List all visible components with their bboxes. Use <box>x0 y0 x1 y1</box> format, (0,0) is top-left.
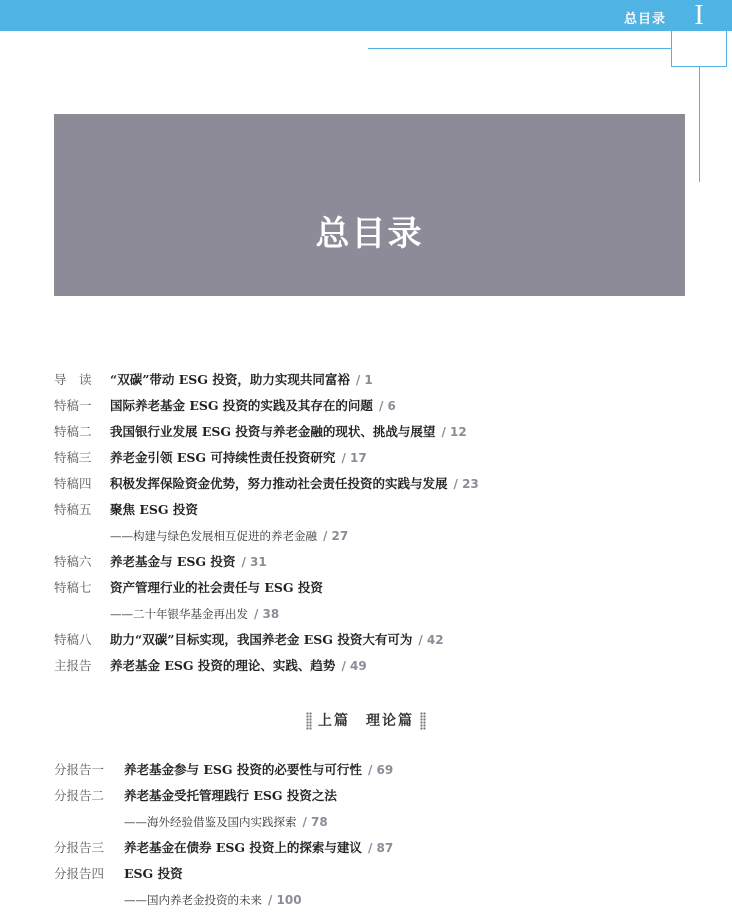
toc-entry-page: / 69 <box>367 763 394 777</box>
toc-entry-title: 国际养老基金 ESG 投资的实践及其存在的问题 / 6 <box>110 398 396 413</box>
side-rule <box>699 67 700 182</box>
toc-entry-title: 养老基金参与 ESG 投资的必要性与可行性 / 69 <box>124 762 394 777</box>
part-heading <box>0 710 732 730</box>
toc-entry-page: / 27 <box>323 529 349 543</box>
toc-entry-label: 分报告二 <box>54 788 105 803</box>
toc-entry-label: 特稿七 <box>54 580 92 595</box>
toc-entry-page: / 78 <box>302 815 328 829</box>
toc-entry-label: 特稿六 <box>54 554 92 569</box>
toc-entry-label: 分报告三 <box>54 840 105 855</box>
toc-entry-page: / 17 <box>341 451 367 465</box>
toc-entry-page: / 49 <box>341 659 367 673</box>
toc-entry-title: 养老基金与 ESG 投资 / 31 <box>110 554 267 569</box>
toc-entry-label: 分报告一 <box>54 762 105 777</box>
toc-entry-page: / 1 <box>355 373 373 387</box>
toc-entry-title: 养老基金受托管理践行 ESG 投资之法 <box>124 788 337 803</box>
ornament-icon <box>420 712 426 730</box>
toc-entry-label: 特稿八 <box>54 632 92 647</box>
toc-entry-title: 养老基金 ESG 投资的理论、实践、趋势 / 49 <box>110 658 367 673</box>
toc-entry-title: 积极发挥保险资金优势，努力推动社会责任投资的实践与发展 / 23 <box>110 476 479 491</box>
toc-entry-title: “双碳”带动 ESG 投资，助力实现共同富裕 / 1 <box>110 372 373 387</box>
toc-entry-title: 养老金引领 ESG 可持续性责任投资研究 / 17 <box>110 450 367 465</box>
toc-entry-label: 分报告四 <box>54 866 105 881</box>
toc-entry-title: 我国银行业发展 ESG 投资与养老金融的现状、挑战与展望 / 12 <box>110 424 467 439</box>
page-number: I <box>672 0 726 31</box>
toc-entry-title: 资产管理行业的社会责任与 ESG 投资 <box>110 580 323 595</box>
toc-entry-subtitle-text: ——二十年银华基金再出发 / 38 <box>110 607 280 621</box>
toc-entry-label: 特稿四 <box>54 476 92 491</box>
toc-entry-title: 助力“双碳”目标实现，我国养老金 ESG 投资大有可为 / 42 <box>110 632 444 647</box>
toc-entry-subtitle-text: ——构建与绿色发展相互促进的养老金融 / 27 <box>110 529 349 543</box>
header-rule <box>368 48 671 49</box>
toc-entry-page: / 100 <box>268 893 302 907</box>
toc-entry-page: / 38 <box>254 607 280 621</box>
section-label: 总目录 <box>623 12 666 27</box>
toc-entry-page: / 87 <box>367 841 394 855</box>
toc-entry-label: 导 读 <box>54 372 92 387</box>
page-number-tab <box>671 0 727 67</box>
toc-entry-label: 特稿二 <box>54 424 92 439</box>
toc-entry-title: 聚焦 ESG 投资 <box>110 502 198 517</box>
toc-entry-title: 养老基金在债券 ESG 投资上的探索与建议 / 87 <box>124 840 394 855</box>
toc-entry-label: 特稿一 <box>54 398 92 413</box>
toc-entry-label: 特稿五 <box>54 502 92 517</box>
toc-entry-page: / 6 <box>378 399 396 413</box>
toc-entry-subtitle-text: ——海外经验借鉴及国内实践探索 / 78 <box>124 815 328 829</box>
toc-entry-label: 主报告 <box>54 658 92 673</box>
title-banner <box>54 114 685 296</box>
toc-entry-page: / 31 <box>241 555 267 569</box>
toc-entry-page: / 42 <box>418 633 444 647</box>
toc-entry-page: / 23 <box>453 477 479 491</box>
toc-entry-subtitle-text: ——国内养老金投资的未来 / 100 <box>124 893 302 907</box>
ornament-icon <box>306 712 312 730</box>
toc-entry-label: 特稿三 <box>54 450 92 465</box>
page-title: 总目录 <box>315 214 424 254</box>
toc-entry-title: ESG 投资 <box>124 866 183 881</box>
part-heading-text: 上篇 理论篇 <box>318 713 414 729</box>
toc-entry-page: / 12 <box>441 425 467 439</box>
header-bar <box>0 0 732 31</box>
